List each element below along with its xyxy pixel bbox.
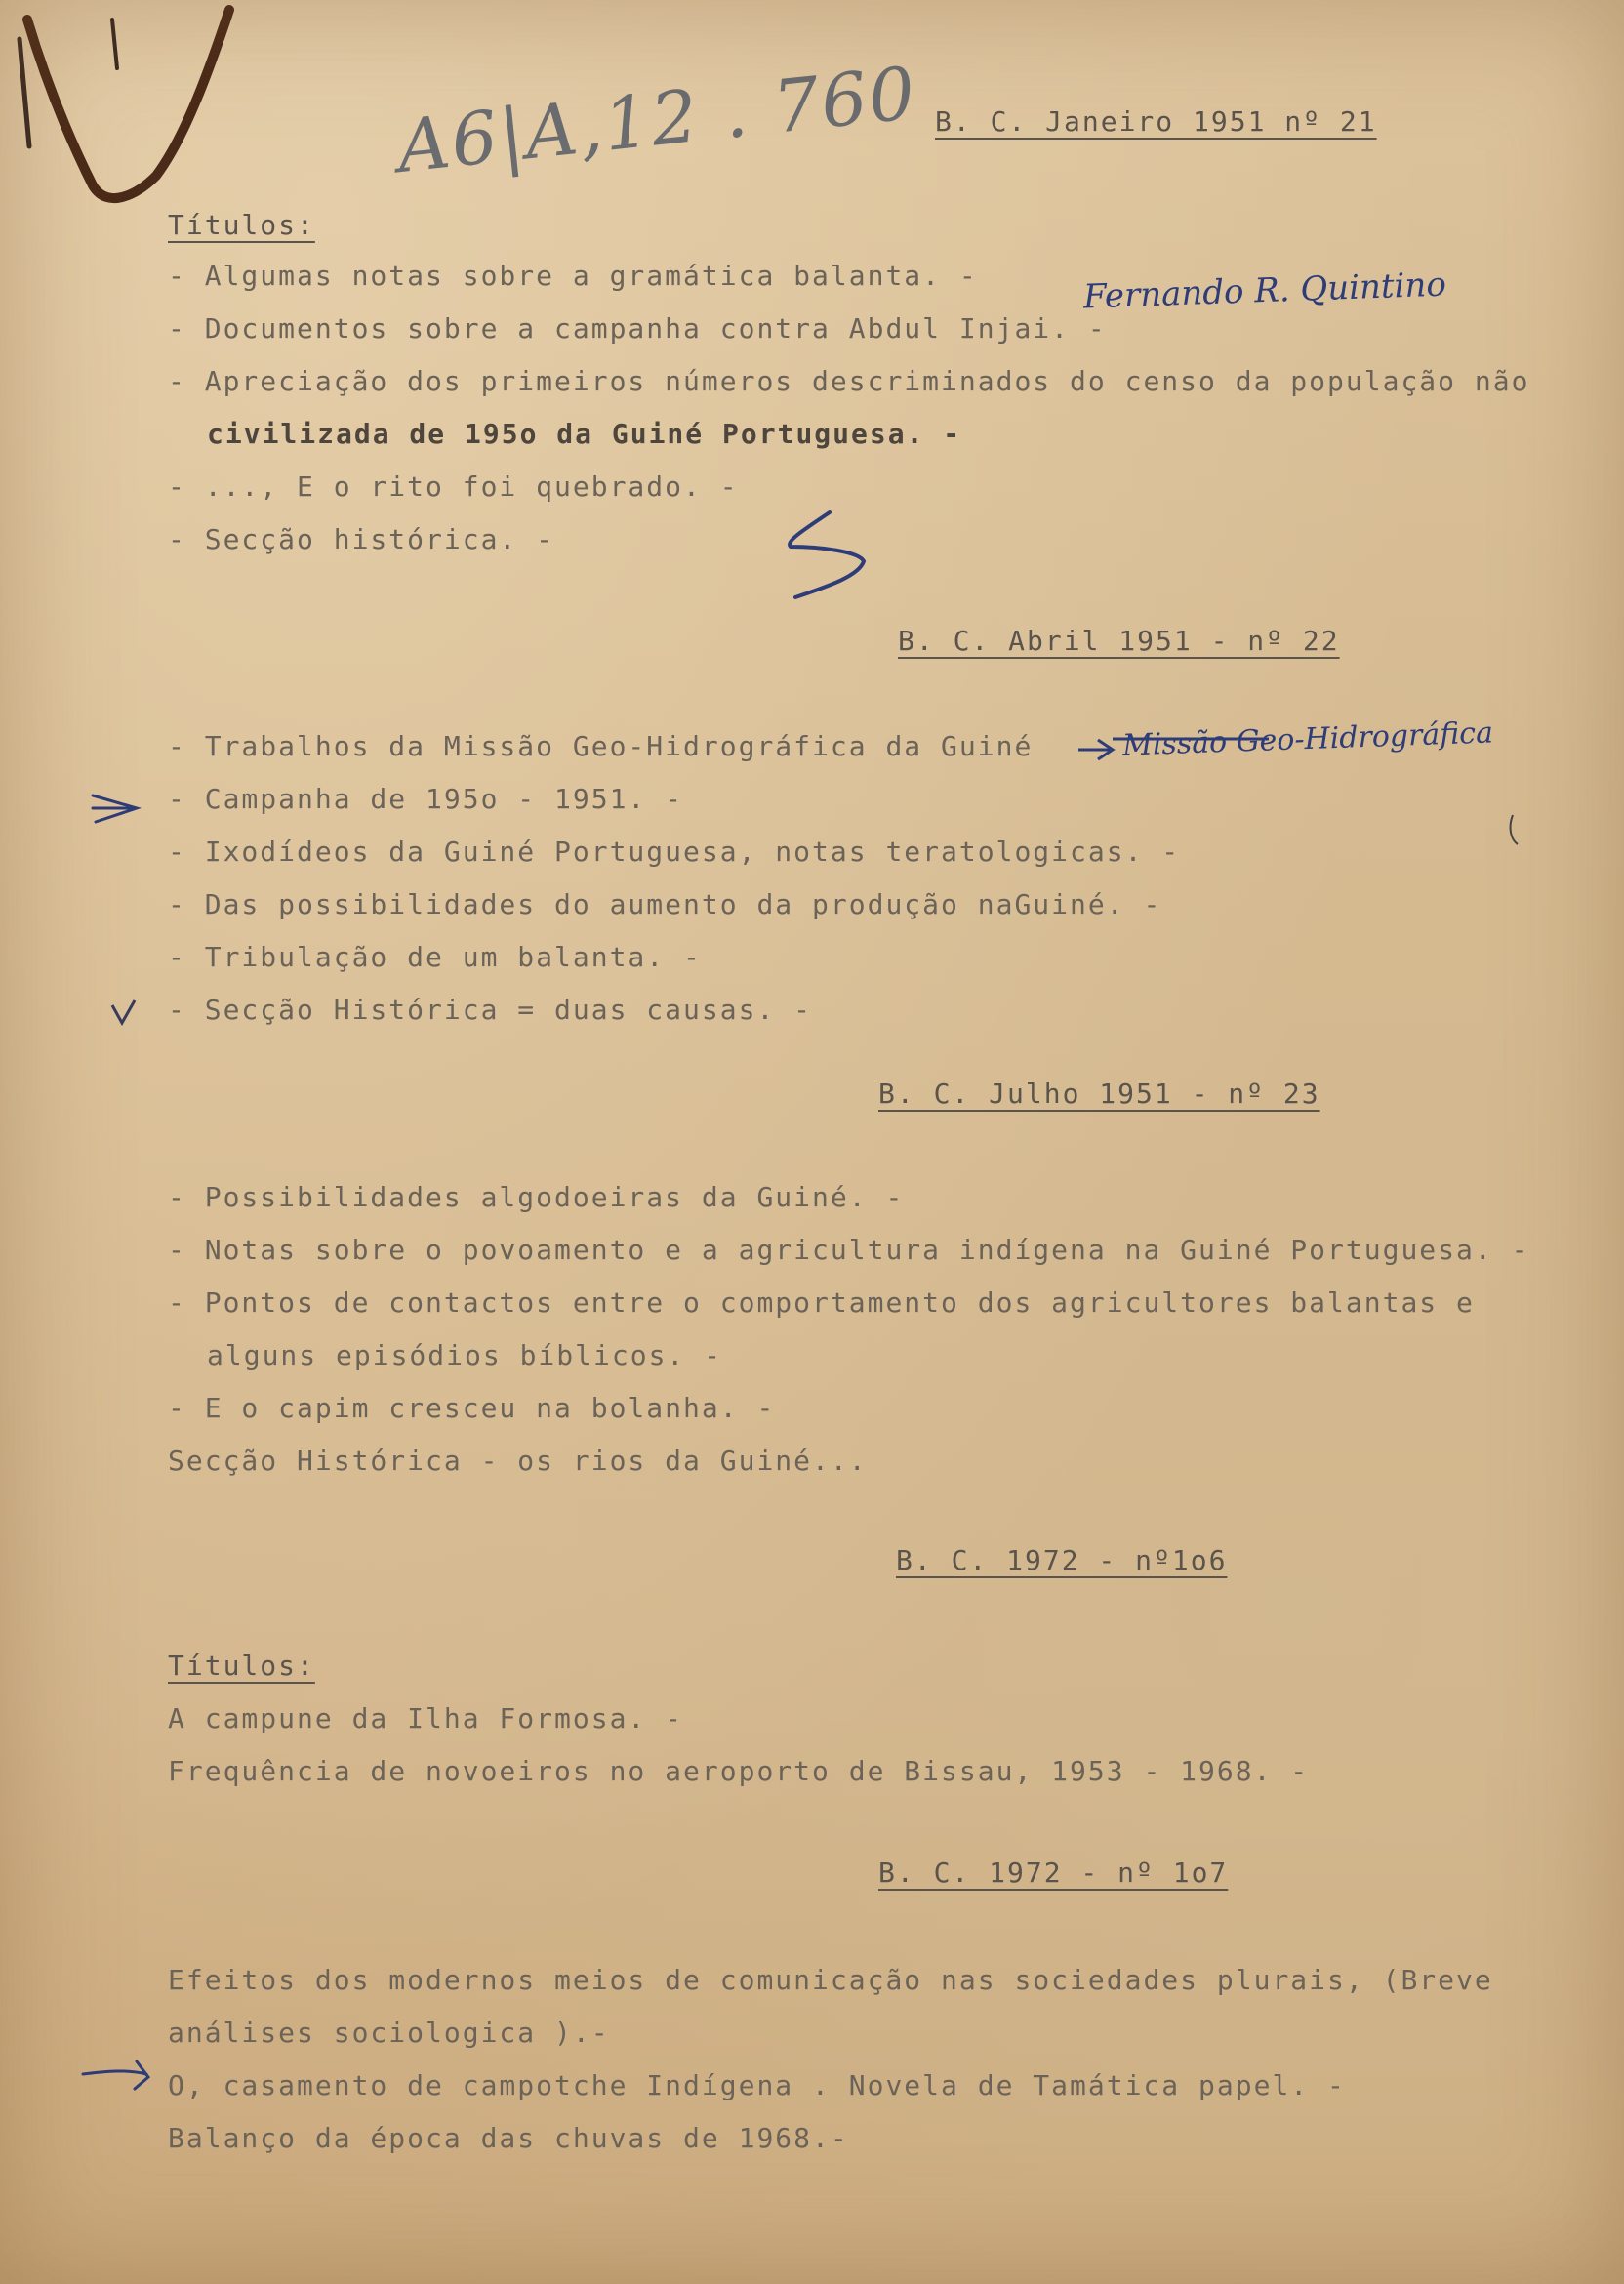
list-item: Balanço da época das chuvas de 1968.- [168, 2122, 849, 2154]
list-item: - Possibilidades algodoeiras da Guiné. - [168, 1181, 905, 1213]
list-item: A campune da Ilha Formosa. - [168, 1702, 684, 1734]
list-item: - Apreciação dos primeiros números descriminados do censo da população não [168, 365, 1530, 397]
list-item: civilizada de 195o da Guiné Portuguesa. - [207, 418, 962, 450]
list-item: - Algumas notas sobre a gramática balanta. - [168, 260, 978, 292]
flourish-icon [790, 512, 864, 597]
author-annotation: Fernando R. Quintino [1082, 265, 1447, 317]
section-heading: B. C. Janeiro 1951 nº 21 [935, 105, 1377, 138]
section-heading: B. C. 1972 - nº1o6 [896, 1544, 1228, 1576]
list-item: - Secção Histórica = duas causas. - [168, 994, 813, 1026]
list-item: - Campanha de 195o - 1951. - [168, 783, 684, 815]
list-item: O, casamento de campotche Indígena . Novela de Tamática papel. - [168, 2069, 1346, 2101]
list-item: - Ixodídeos da Guiné Portuguesa, notas teratologicas. - [168, 836, 1181, 868]
list-item: Efeitos dos modernos meios de comunicação nas sociedades plurais, (Breve [168, 1964, 1493, 1996]
list-item: - Tribulação de um balanta. - [168, 941, 702, 973]
list-item: - Notas sobre o povoamento e a agricultura indígena na Guiné Portuguesa. - [168, 1234, 1530, 1266]
list-item: - Das possibilidades do aumento da produção naGuiné. - [168, 888, 1162, 920]
check-mark-icon [27, 10, 229, 198]
section-heading: B. C. Abril 1951 - nº 22 [898, 625, 1340, 657]
titles-label: Títulos: [168, 1650, 315, 1682]
titles-label: Títulos: [168, 209, 315, 241]
list-item: Frequência de novoeiros no aeroporto de Bissau, 1953 - 1968. - [168, 1755, 1310, 1787]
section-heading: B. C. 1972 - nº 1o7 [878, 1856, 1229, 1889]
list-item: - Secção histórica. - [168, 523, 555, 555]
archive-reference: A6|A,12 . 760 [393, 51, 921, 189]
section-heading: B. C. Julho 1951 - nº 23 [878, 1078, 1320, 1110]
list-item: análises sociologica ).- [168, 2017, 610, 2049]
list-item: - Pontos de contactos entre o comportamento dos agricultores balantas e [168, 1286, 1475, 1319]
list-item: - Documentos sobre a campanha contra Abdul Injai. - [168, 312, 1107, 345]
list-item: - ..., E o rito foi quebrado. - [168, 470, 739, 503]
list-item: alguns episódios bíblicos. - [207, 1339, 723, 1371]
tick-icon [112, 1000, 135, 1023]
arrow-icon [93, 795, 137, 822]
list-item: - Trabalhos da Missão Geo-Hidrográfica da Guiné [168, 730, 1034, 762]
correction-annotation: Missão Geo-Hidrográfica [1121, 715, 1494, 763]
list-item: - E o capim cresceu na bolanha. - [168, 1392, 776, 1424]
list-item: Secção Histórica - os rios da Guiné... [168, 1445, 868, 1477]
arrow-icon [83, 2061, 148, 2089]
